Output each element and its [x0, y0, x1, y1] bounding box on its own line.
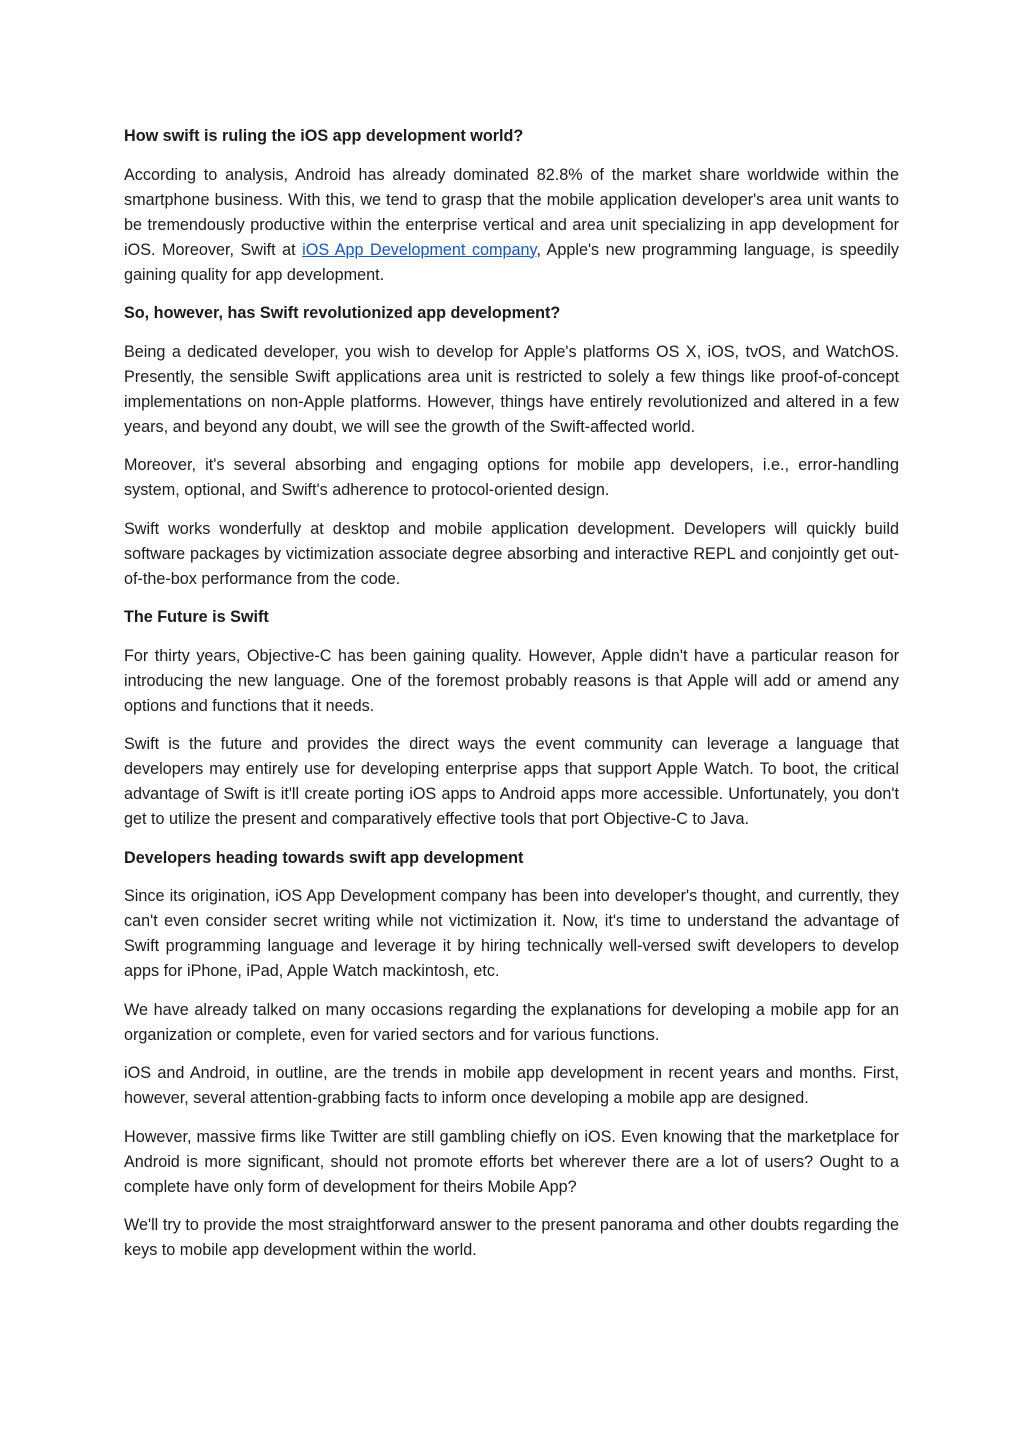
paragraph-swift-works: Swift works wonderfully at desktop and mobile application development. Developers will quickly build software packages by victimization associate degree absorbing and interactive REPL and conjointly get out-of-the-box performance from the code.: [124, 519, 899, 588]
paragraph-dedicated-developer: Being a dedicated developer, you wish to develop for Apple's platforms OS X, iOS, tvOS, and WatchOS. Presently, the sensible Swift applications area unit is restricted to solely a few things like proof-of-concept implementations on non-Apple platforms. However, things have entirely revolutionized and altered in a few years, and beyond any doubt, we will see the growth of the Swift-affected world.: [124, 342, 899, 436]
heading-revolutionized: So, however, has Swift revolutionized app development?: [124, 304, 561, 322]
paragraph-objective-c: For thirty years, Objective-C has been gaining quality. However, Apple didn't have a particular reason for introducing the new language. One of the foremost probably reasons is that Apple will add or amend any options and functions that it needs.: [124, 646, 899, 715]
heading-swift-ruling: How swift is ruling the iOS app development world?: [124, 127, 524, 145]
paragraph-intro-text-2: , Apple's new programming language, is speedily gaining quality for app development.: [124, 240, 899, 284]
paragraph-trends: iOS and Android, in outline, are the trends in mobile app development in recent years and months. First, however, several attention-grabbing facts to inform once developing a mobile app are designed.: [124, 1064, 899, 1107]
paragraph-intro: [124, 163, 899, 288]
paragraph-twitter: However, massive firms like Twitter are still gambling chiefly on iOS. Even knowing that the marketplace for Android is more significant, should not promote efforts bet wherever there are a lot of users? Ought to a complete have only form of development for theirs Mobile App?: [124, 1127, 899, 1196]
paragraph-origination: Since its origination, iOS App Development company has been into developer's thought, and currently, they can't even consider secret writing while not victimization it. Now, it's time to understand the advantage of Swift programming language and leverage it by hiring technically well-versed swift developers to develop apps for iPhone, iPad, Apple Watch mackintosh, etc.: [124, 887, 899, 980]
ios-app-development-link[interactable]: iOS App Development company: [302, 240, 537, 259]
paragraph-intro-text-1: According to analysis, Android has already dominated 82.8% of the market share worldwide within the smartphone business. With this, we tend to grasp that the mobile application developer's area unit wants to be tremendously productive within the enterprise vertical and area unit specializing in app development for iOS. Moreover, Swift at: [124, 165, 899, 259]
paragraph-swift-future: Swift is the future and provides the direct ways the event community can leverage a language that developers may entirely use for developing enterprise apps that support Apple Watch. To boot, the critical advantage of Swift is it'll create porting iOS apps to Android apps more accessible. Unfortunately, you don't get to utilize the present and comparatively effective tools that port Objective-C to Java.: [124, 735, 899, 828]
paragraph-answer: We'll try to provide the most straightforward answer to the present panorama and other doubts regarding the keys to mobile app development within the world.: [124, 1216, 899, 1259]
heading-developers-heading: Developers heading towards swift app development: [124, 848, 524, 867]
heading-future-is-swift: The Future is Swift: [124, 608, 269, 626]
paragraph-occasions: We have already talked on many occasions regarding the explanations for developing a mobile app for an organization or complete, even for varied sectors and for various functions.: [124, 1000, 899, 1044]
document-page: [124, 124, 899, 1277]
paragraph-options: Moreover, it's several absorbing and engaging options for mobile app developers, i.e., error-handling system, optional, and Swift's adherence to protocol-oriented design.: [124, 456, 899, 499]
